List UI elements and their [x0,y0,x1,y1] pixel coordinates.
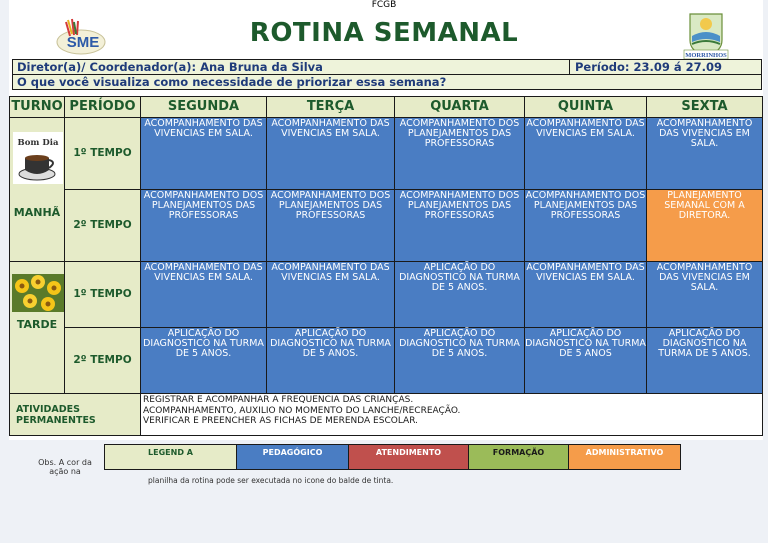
legend-title: LEGEND A [105,445,237,469]
priority-question: O que você visualiza como necessidade de priorizar essa semana? [17,75,447,89]
director-label: Diretor(a)/ Coordenador(a): Ana Bruna da Silva [17,60,323,74]
periodo-cell: 2º TEMPO [64,189,141,262]
activity-cell-administrativo: PLANEJAMENTO SEMANAL COM A DIRETORA. [646,189,763,262]
legend-pedagogico: PEDAGÓGICO [237,445,349,469]
svg-text:MORRINHOS: MORRINHOS [685,52,727,59]
header-segunda: SEGUNDA [140,96,267,118]
legend-administrativo: ADMINISTRATIVO [569,445,680,469]
header-quinta: QUINTA [524,96,647,118]
activity-cell: ACOMPANHAMENTO DAS VIVENCIAS EM SALA. [140,117,267,190]
header-terca: TERÇA [266,96,395,118]
activity-cell: ACOMPANHAMENTO DAS VIVENCIAS EM SALA. [524,117,647,190]
activity-cell: ACOMPANHAMENTO DOS PLANEJAMENTOS DAS PROFESSORAS [524,189,647,262]
bom-dia-label: Bom Dia [17,138,59,148]
morrinhos-crest-icon [682,10,730,60]
header-periodo: PERÍODO [64,96,141,118]
periodo-cell: 1º TEMPO [64,117,141,190]
activity-cell: ACOMPANHAMENTO DAS VIVENCIAS EM SALA. [646,261,763,328]
atividade-line: VERIFICAR E PREENCHER AS FICHAS DE MERENDA ESCOLAR. [143,416,418,426]
atividades-text [140,393,763,436]
header-turno: TURNO [9,96,65,118]
question-bar [12,74,762,90]
legend-formacao: FORMAÇÃO [469,445,569,469]
obs-note: Obs. A cor da ação na [38,458,92,476]
activity-cell: ACOMPANHAMENTO DAS VIVENCIAS EM SALA. [266,261,395,328]
header-sexta: SEXTA [646,96,763,118]
atividade-line: ACOMPANHAMENTO, AUXILIO NO MOMENTO DO LANCHE/RECREAÇÃO. [143,405,461,416]
activity-cell: ACOMPANHAMENTO DOS PLANEJAMENTOS DAS PROFESSORAS [394,189,525,262]
activity-cell: APLICAÇÃO DO DIAGNOSTICO NA TURMA DE 5 ANOS. [394,327,525,394]
activity-cell: ACOMPANHAMENTO DOS PLANEJAMENTOS DAS PROFESSORAS [394,117,525,190]
activity-cell: ACOMPANHAMENTO DOS PLANEJAMENTOS DAS PROFESSORAS [266,189,395,262]
turno-manha-label: MANHÃ [13,206,61,219]
activity-cell: APLICAÇÃO DO DIAGNOSTICO NA TURMA DE 5 ANOS. [140,327,267,394]
flowers-image-icon [12,274,64,312]
coffee-image [13,132,63,184]
svg-text:SME: SME [66,34,100,51]
turno-manha [9,117,65,262]
legend-atendimento: ATENDIMENTO [349,445,469,469]
activity-cell: ACOMPANHAMENTO DAS VIVENCIAS EM SALA. [140,261,267,328]
legend [104,444,681,470]
turno-tarde [9,261,65,394]
top-label: FCGB [371,0,397,10]
divider [569,60,570,74]
activity-cell: APLICAÇÃO DO DIAGNOSTICO NA TURMA DE 5 ANOS. [266,327,395,394]
activity-cell: ACOMPANHAMENTO DAS VIVENCIAS EM SALA. [266,117,395,190]
coffee-cup-icon [17,148,59,182]
period-label: Período: 23.09 á 27.09 [575,60,722,74]
activity-cell: APLICAÇÃO DO DIAGNOSTICO NA TURMA DE 5 ANOS. [646,327,763,394]
atividades-label: ATIVIDADES PERMANENTES [9,393,141,436]
activity-cell: ACOMPANHAMENTO DAS VIVENCIAS EM SALA. [646,117,763,190]
activity-cell: APLICAÇÃO DO DIAGNOSTICO NA TURMA DE 5 ANOS. [394,261,525,328]
turno-tarde-label: TARDE [16,318,58,331]
atividade-line: REGISTRAR E ACOMPANHAR A FREQUENCIA DAS CRIANÇAS. [143,395,414,405]
obs-note-continued: planilha da rotina pode ser executada no icone do balde de tinta. [148,476,394,485]
schedule-table [9,96,763,439]
periodo-cell: 1º TEMPO [64,261,141,328]
header-quarta: QUARTA [394,96,525,118]
activity-cell: ACOMPANHAMENTO DOS PLANEJAMENTOS DAS PROFESSORAS [140,189,267,262]
page-title: ROTINA SEMANAL [249,18,519,48]
periodo-cell: 2º TEMPO [64,327,141,394]
info-bar [12,59,762,75]
activity-cell: ACOMPANHAMENTO DAS VIVENCIAS EM SALA. [524,261,647,328]
activity-cell: APLICAÇÃO DO DIAGNOSTICO NA TURMA DE 5 ANOS [524,327,647,394]
